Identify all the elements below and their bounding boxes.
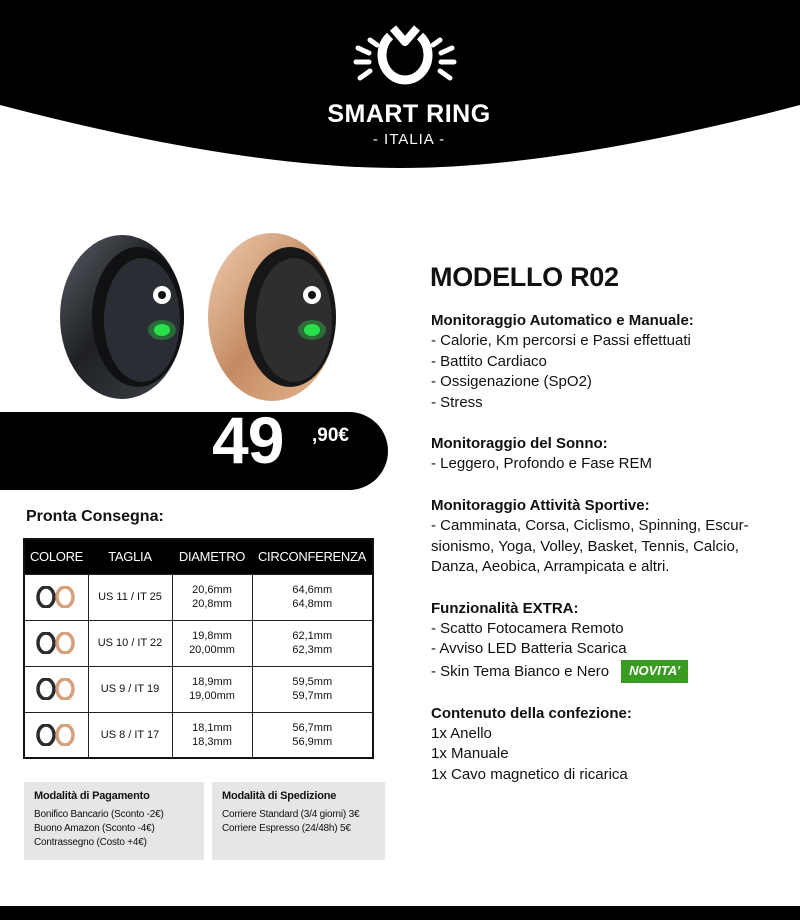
payment-box: [24, 782, 204, 860]
table-header-row: [24, 539, 373, 574]
price-decimal: ,90€: [312, 425, 349, 446]
list-item: - Camminata, Corsa, Ciclismo, Spinning, Escur-: [431, 516, 749, 534]
price-banner: [0, 412, 388, 490]
section-title: Monitoraggio Attività Sportive:: [431, 496, 650, 514]
list-item: Danza, Aeobica, Arrampicata e altri.: [431, 558, 670, 576]
list-item: - Avviso LED Batteria Scarica: [431, 640, 627, 658]
shipping-line: Corriere Espresso (24/48h) 5€: [222, 823, 351, 834]
feature-section-extra: [431, 598, 776, 683]
payment-line: Bonifico Bancario (Sconto -2€): [34, 809, 164, 820]
feature-section-sleep: [431, 433, 776, 475]
footer-bar: [0, 906, 800, 920]
circumference-cell: 56,7mm 56,9mm: [252, 712, 373, 758]
list-item: - Stress: [431, 393, 483, 411]
size-cell: US 9 / IT 19: [88, 666, 172, 712]
feature-section-box: [431, 703, 776, 786]
ring-sun-logo-icon: [350, 18, 460, 90]
size-table: [23, 538, 374, 759]
size-cell: US 11 / IT 25: [88, 574, 172, 620]
shipping-line: Corriere Standard (3/4 giorni) 3€: [222, 809, 360, 820]
table-row: [24, 620, 373, 666]
col-header-taglia: TAGLIA: [88, 539, 172, 574]
section-title: Contenuto della confezione:: [431, 704, 632, 722]
list-item: 1x Cavo magnetico di ricarica: [431, 765, 628, 783]
section-title: Monitoraggio del Sonno:: [431, 435, 608, 453]
payment-title: Modalità di Pagamento: [34, 790, 150, 802]
header: [0, 0, 800, 180]
color-swatch: [24, 712, 88, 758]
ring-pair-icon: [35, 632, 77, 654]
gold-ring-icon: [208, 233, 336, 401]
table-row: [24, 666, 373, 712]
table-row: [24, 712, 373, 758]
brand-title: SMART RING: [327, 100, 491, 128]
list-item: - Battito Cardiaco: [431, 352, 547, 370]
shipping-box: [212, 782, 385, 860]
diameter-cell: 18,1mm 18,3mm: [172, 712, 252, 758]
stock-title: Pronta Consegna:: [26, 508, 164, 525]
circumference-cell: 59,5mm 59,7mm: [252, 666, 373, 712]
section-title: Funzionalità EXTRA:: [431, 599, 579, 617]
list-item: - Ossigenazione (SpO2): [431, 373, 592, 391]
size-cell: US 10 / IT 22: [88, 620, 172, 666]
diameter-cell: 19,8mm 20,00mm: [172, 620, 252, 666]
list-item: - Scatto Fotocamera Remoto: [431, 619, 624, 637]
product-rings-image: [50, 222, 350, 412]
circumference-cell: 62,1mm 62,3mm: [252, 620, 373, 666]
diameter-cell: 20,6mm 20,8mm: [172, 574, 252, 620]
ring-pair-icon: [35, 678, 77, 700]
feature-section-sport: [431, 495, 776, 578]
circumference-cell: 64,6mm 64,8mm: [252, 574, 373, 620]
payment-line: Buono Amazon (Sconto -4€): [34, 823, 155, 834]
color-swatch: [24, 620, 88, 666]
list-item: 1x Anello: [431, 724, 492, 742]
section-title: Monitoraggio Automatico e Manuale:: [431, 312, 694, 329]
new-badge: NOVITA’: [621, 660, 688, 683]
ring-pair-icon: [35, 586, 77, 608]
ring-pair-icon: [35, 724, 77, 746]
table-row: [24, 574, 373, 620]
price-integer: 49: [212, 403, 284, 477]
col-header-colore: COLORE: [24, 539, 88, 574]
diameter-cell: 18,9mm 19,00mm: [172, 666, 252, 712]
list-item: - Leggero, Profondo e Fase REM: [431, 455, 652, 473]
list-item: sionismo, Yoga, Volley, Basket, Tennis, Calcio,: [431, 537, 739, 555]
col-header-circonferenza: CIRCONFERENZA: [252, 539, 373, 574]
list-item-text: - Skin Tema Bianco e Nero: [431, 662, 610, 680]
size-cell: US 8 / IT 17: [88, 712, 172, 758]
brand-subtitle: - ITALIA -: [372, 131, 446, 148]
shipping-title: Modalità di Spedizione: [222, 790, 337, 802]
color-swatch: [24, 574, 88, 620]
model-title: MODELLO R02: [430, 262, 619, 292]
list-item: - Calorie, Km percorsi e Passi effettuati: [431, 332, 691, 349]
payment-line: Contrassegno (Costo +4€): [34, 837, 147, 848]
black-ring-icon: [60, 235, 184, 399]
list-item: 1x Manuale: [431, 745, 509, 763]
features-list: [431, 310, 776, 805]
feature-section-auto: [431, 310, 776, 413]
col-header-diametro: DIAMETRO: [172, 539, 252, 574]
list-item: [431, 660, 776, 683]
color-swatch: [24, 666, 88, 712]
